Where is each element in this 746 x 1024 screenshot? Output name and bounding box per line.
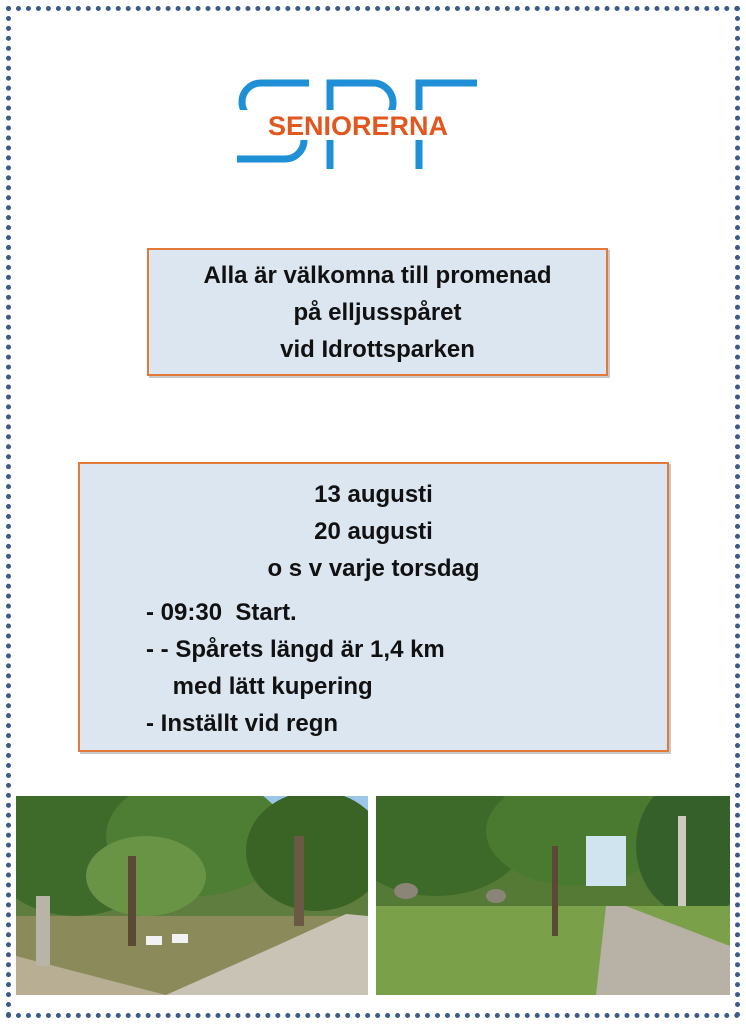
logo-graphic: [233, 70, 483, 180]
detail-item: - Inställt vid regn: [146, 710, 339, 737]
logo-wordmark: SENIORERNA: [267, 111, 449, 141]
detail-item: med lätt kupering: [146, 673, 373, 700]
date-line: 13 augusti: [314, 481, 433, 508]
schedule-box: [78, 462, 669, 752]
date-line: 20 augusti: [314, 518, 433, 545]
spf-seniorerna-logo: [233, 70, 483, 180]
date-line: o s v varje torsdag: [267, 555, 480, 582]
invite-line: på elljusspåret: [293, 298, 462, 326]
trail-photo-right: [376, 796, 730, 995]
detail-item: - 09:30 Start.: [146, 599, 297, 626]
invite-line: vid Idrottsparken: [280, 335, 475, 363]
invite-line: Alla är välkomna till promenad: [203, 261, 552, 289]
details-list: [146, 594, 445, 742]
detail-item: - - Spårets längd är 1,4 km: [146, 636, 445, 663]
trail-photo-left: [16, 796, 368, 995]
invitation-box: [147, 248, 608, 376]
dates-block: [80, 476, 667, 587]
